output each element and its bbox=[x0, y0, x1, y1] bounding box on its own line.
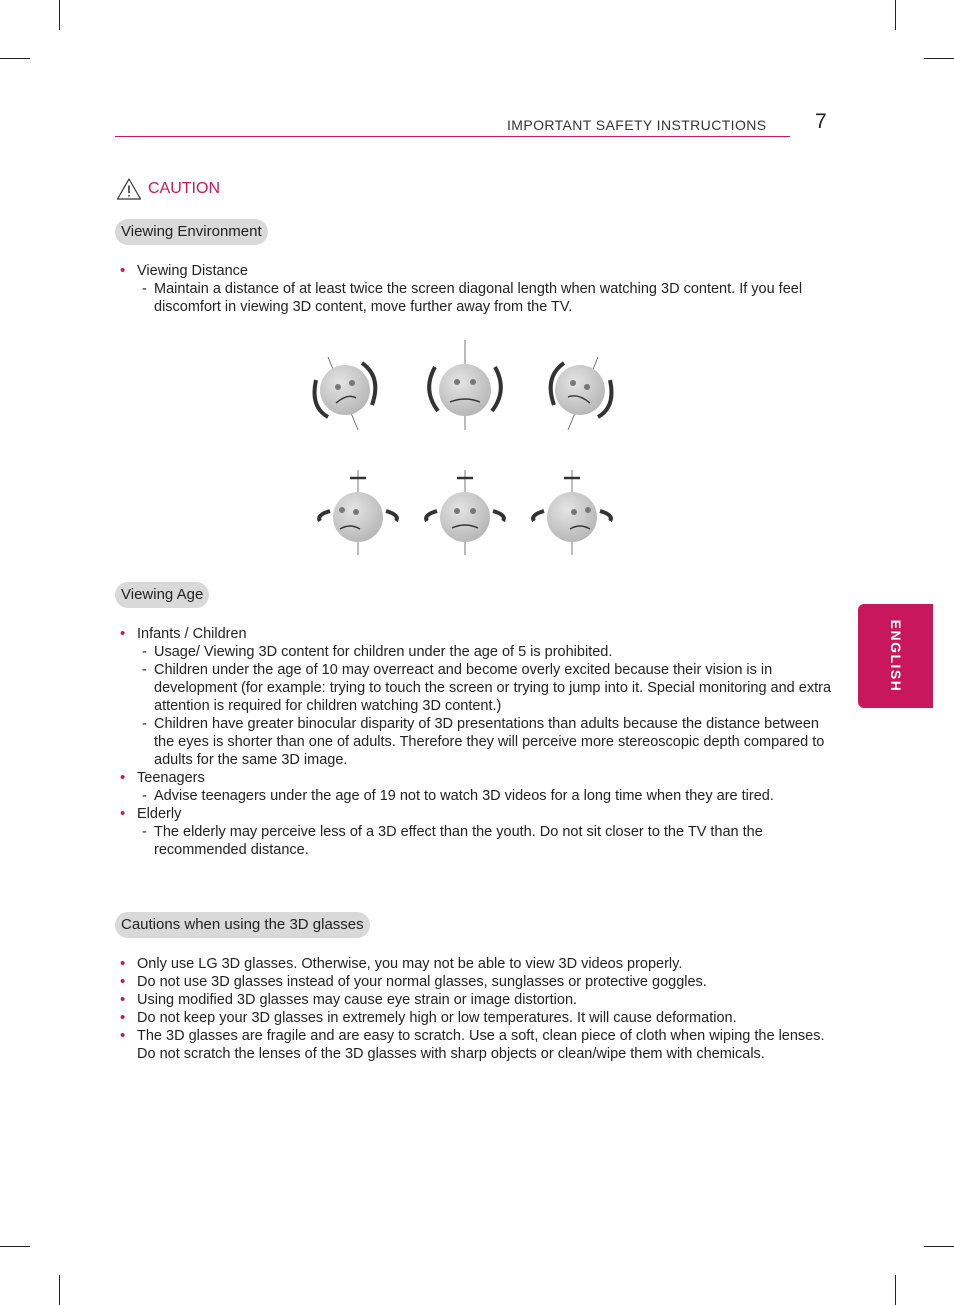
sub-item: - The elderly may perceive less of a 3D effect than the youth. Do not sit closer to the TV than the recommended distance. bbox=[118, 823, 833, 859]
header-divider bbox=[115, 136, 790, 137]
turning-face-right-icon bbox=[533, 470, 611, 555]
list-item: • Only use LG 3D glasses. Otherwise, you may not be able to view 3D videos properly. bbox=[118, 955, 833, 973]
caution-label: CAUTION bbox=[148, 180, 220, 197]
sub-item: - Children under the age of 10 may overreact and become overly excited because their vision is in development (for example: trying to touch the screen or trying to jump into it. Special monitoring and extra attention is required for children watching 3D content.) bbox=[118, 661, 833, 715]
sub-item: - Advise teenagers under the age of 19 not to watch 3D videos for a long time when they are tired. bbox=[118, 787, 833, 805]
glasses-list bbox=[118, 955, 833, 1063]
crop-mark bbox=[895, 0, 896, 30]
turning-face-left-icon bbox=[319, 470, 397, 555]
tilted-face-left-icon bbox=[315, 357, 376, 430]
list-item bbox=[118, 805, 833, 823]
list-item: • Do not keep your 3D glasses in extremely high or low temperatures. It will cause deformation. bbox=[118, 1009, 833, 1027]
bullet-label: Elderly bbox=[137, 806, 182, 822]
list-item bbox=[118, 625, 833, 643]
caution-heading bbox=[116, 176, 220, 202]
viewing-environment-heading: Viewing Environment bbox=[115, 219, 268, 245]
page-number: 7 bbox=[815, 110, 827, 133]
dizzy-face-icons bbox=[300, 335, 630, 560]
bullet-label: Viewing Distance bbox=[137, 263, 248, 279]
list-item: • Using modified 3D glasses may cause eye strain or image distortion. bbox=[118, 991, 833, 1009]
sub-item: - Maintain a distance of at least twice the screen diagonal length when watching 3D content. If you feel discomfort in viewing 3D content, move further away from the TV. bbox=[118, 280, 833, 316]
list-item: • The 3D glasses are fragile and are easy to scratch. Use a soft, clean piece of cloth when wiping the lenses. Do not scratch the lenses of the 3D glasses with sharp objects or clean/wipe them with chemicals. bbox=[118, 1027, 833, 1063]
language-tab-label: ENGLISH bbox=[887, 619, 904, 693]
viewing-age-list bbox=[118, 625, 833, 859]
crop-mark bbox=[924, 1246, 954, 1247]
warning-triangle-icon bbox=[116, 177, 142, 201]
language-tab bbox=[858, 604, 933, 708]
list-item bbox=[118, 769, 833, 787]
sub-item: - Children have greater binocular disparity of 3D presentations than adults because the distance between the eyes is shorter than one of adults. Therefore they will perceive more stereoscopic depth compared to adults for the same 3D image. bbox=[118, 715, 833, 769]
tilted-face-right-icon bbox=[551, 357, 612, 430]
crop-mark bbox=[0, 1246, 30, 1247]
crop-mark bbox=[59, 0, 60, 30]
viewing-environment-list bbox=[118, 262, 833, 316]
crop-mark bbox=[924, 58, 954, 59]
viewing-age-heading: Viewing Age bbox=[115, 582, 209, 608]
bullet-label: Infants / Children bbox=[137, 626, 247, 642]
sub-item: - Usage/ Viewing 3D content for children under the age of 5 is prohibited. bbox=[118, 643, 833, 661]
list-item bbox=[118, 262, 833, 280]
crop-mark bbox=[895, 1275, 896, 1305]
turning-face-center-icon bbox=[426, 470, 504, 555]
glasses-heading: Cautions when using the 3D glasses bbox=[115, 912, 370, 938]
section-title: IMPORTANT SAFETY INSTRUCTIONS bbox=[507, 117, 767, 133]
crop-mark bbox=[59, 1275, 60, 1305]
upright-face-icon bbox=[429, 340, 501, 430]
crop-mark bbox=[0, 58, 30, 59]
bullet-label: Teenagers bbox=[137, 770, 205, 786]
list-item: • Do not use 3D glasses instead of your normal glasses, sunglasses or protective goggles. bbox=[118, 973, 833, 991]
